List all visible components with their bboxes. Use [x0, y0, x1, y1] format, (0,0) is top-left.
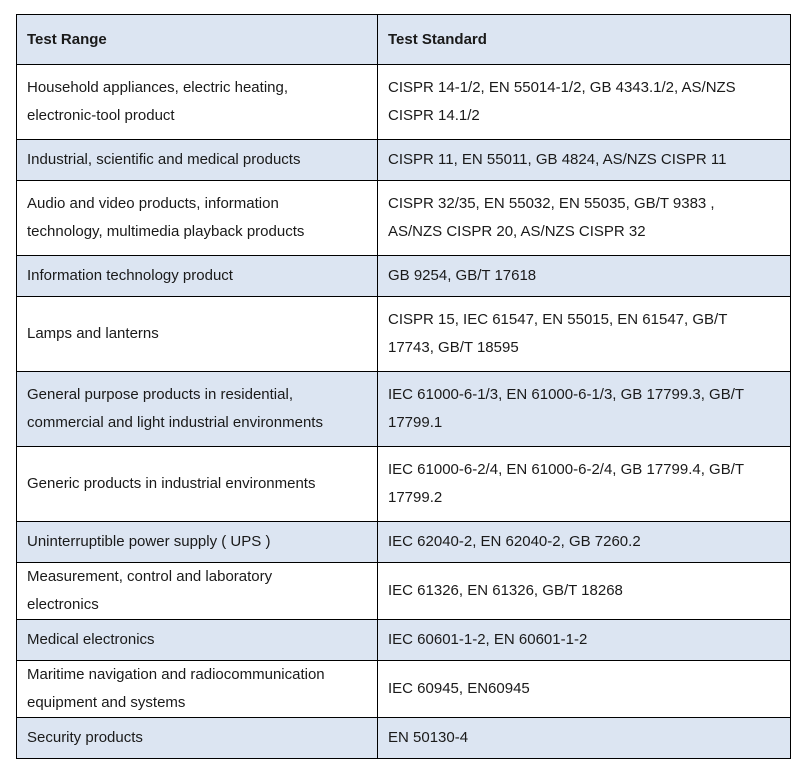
- cell-text: IEC 62040-2, EN 62040-2, GB 7260.2: [388, 533, 641, 550]
- table-row: [17, 65, 791, 140]
- cell-text: Lamps and lanterns: [27, 325, 159, 342]
- cell-text: CISPR 32/35, EN 55032, EN 55035, GB/T 9383 ,: [388, 195, 715, 212]
- test-range-cell: [17, 140, 378, 181]
- cell-text: GB 9254, GB/T 17618: [388, 267, 537, 284]
- table-row: [17, 297, 791, 372]
- cell-text: 17799.2: [388, 489, 443, 506]
- cell-text: IEC 60601-1-2, EN 60601-1-2: [388, 631, 588, 648]
- cell-text: Uninterruptible power supply ( UPS ): [27, 533, 271, 550]
- standards-table-container: [16, 14, 790, 759]
- test-standard-cell: [378, 563, 791, 620]
- table-row: [17, 661, 791, 718]
- test-standard-cell: [378, 661, 791, 718]
- table-row: [17, 372, 791, 447]
- test-standards-table: [16, 14, 791, 759]
- test-standard-cell: [378, 447, 791, 522]
- cell-text: Maritime navigation and radiocommunication: [27, 666, 325, 683]
- cell-text: EN 50130-4: [388, 729, 469, 746]
- test-standard-cell: [378, 297, 791, 372]
- cell-text: IEC 61000-6-1/3, EN 61000-6-1/3, GB 17799.3, GB/T: [388, 386, 745, 403]
- cell-text: Audio and video products, information: [27, 195, 279, 212]
- test-standard-cell: [378, 718, 791, 759]
- test-range-cell: [17, 181, 378, 256]
- cell-text: equipment and systems: [27, 694, 186, 711]
- test-range-cell: [17, 256, 378, 297]
- test-standard-cell: [378, 522, 791, 563]
- cell-text: electronic-tool product: [27, 107, 175, 124]
- test-range-cell: [17, 372, 378, 447]
- header-test-standard: Test Standard: [378, 15, 791, 65]
- test-range-cell: [17, 563, 378, 620]
- test-standard-cell: [378, 65, 791, 140]
- test-standard-cell: [378, 181, 791, 256]
- test-range-cell: [17, 620, 378, 661]
- table-row: [17, 620, 791, 661]
- cell-text: Industrial, scientific and medical products: [27, 151, 301, 168]
- test-standard-cell: [378, 372, 791, 447]
- table-header-row: [17, 15, 791, 65]
- test-range-cell: [17, 65, 378, 140]
- test-standard-cell: [378, 620, 791, 661]
- test-standard-cell: [378, 256, 791, 297]
- cell-text: IEC 61326, EN 61326, GB/T 18268: [388, 582, 623, 599]
- cell-text: IEC 61000-6-2/4, EN 61000-6-2/4, GB 17799.4, GB/T: [388, 461, 745, 478]
- cell-text: Medical electronics: [27, 631, 155, 648]
- test-range-cell: [17, 718, 378, 759]
- cell-text: electronics: [27, 596, 99, 613]
- cell-text: 17799.1: [388, 414, 443, 431]
- cell-text: Security products: [27, 729, 143, 746]
- cell-text: Household appliances, electric heating,: [27, 79, 288, 96]
- cell-text: commercial and light industrial environments: [27, 414, 323, 431]
- cell-text: IEC 60945, EN60945: [388, 680, 530, 697]
- test-range-cell: [17, 297, 378, 372]
- table-row: [17, 563, 791, 620]
- test-range-cell: [17, 447, 378, 522]
- table-row: [17, 718, 791, 759]
- test-range-cell: [17, 661, 378, 718]
- cell-text: Generic products in industrial environments: [27, 475, 316, 492]
- test-range-cell: [17, 522, 378, 563]
- table-row: [17, 256, 791, 297]
- cell-text: AS/NZS CISPR 20, AS/NZS CISPR 32: [388, 223, 646, 240]
- cell-text: Information technology product: [27, 267, 233, 284]
- cell-text: CISPR 11, EN 55011, GB 4824, AS/NZS CISPR 11: [388, 151, 727, 168]
- cell-text: technology, multimedia playback products: [27, 223, 305, 240]
- table-row: [17, 522, 791, 563]
- table-row: [17, 140, 791, 181]
- table-row: [17, 181, 791, 256]
- cell-text: Measurement, control and laboratory: [27, 568, 273, 585]
- cell-text: CISPR 15, IEC 61547, EN 55015, EN 61547, GB/T: [388, 311, 728, 328]
- table-row: [17, 447, 791, 522]
- cell-text: CISPR 14-1/2, EN 55014-1/2, GB 4343.1/2, AS/NZS: [388, 79, 736, 96]
- header-test-range: Test Range: [17, 15, 378, 65]
- test-standard-cell: [378, 140, 791, 181]
- cell-text: General purpose products in residential,: [27, 386, 293, 403]
- cell-text: CISPR 14.1/2: [388, 107, 480, 124]
- cell-text: 17743, GB/T 18595: [388, 339, 519, 356]
